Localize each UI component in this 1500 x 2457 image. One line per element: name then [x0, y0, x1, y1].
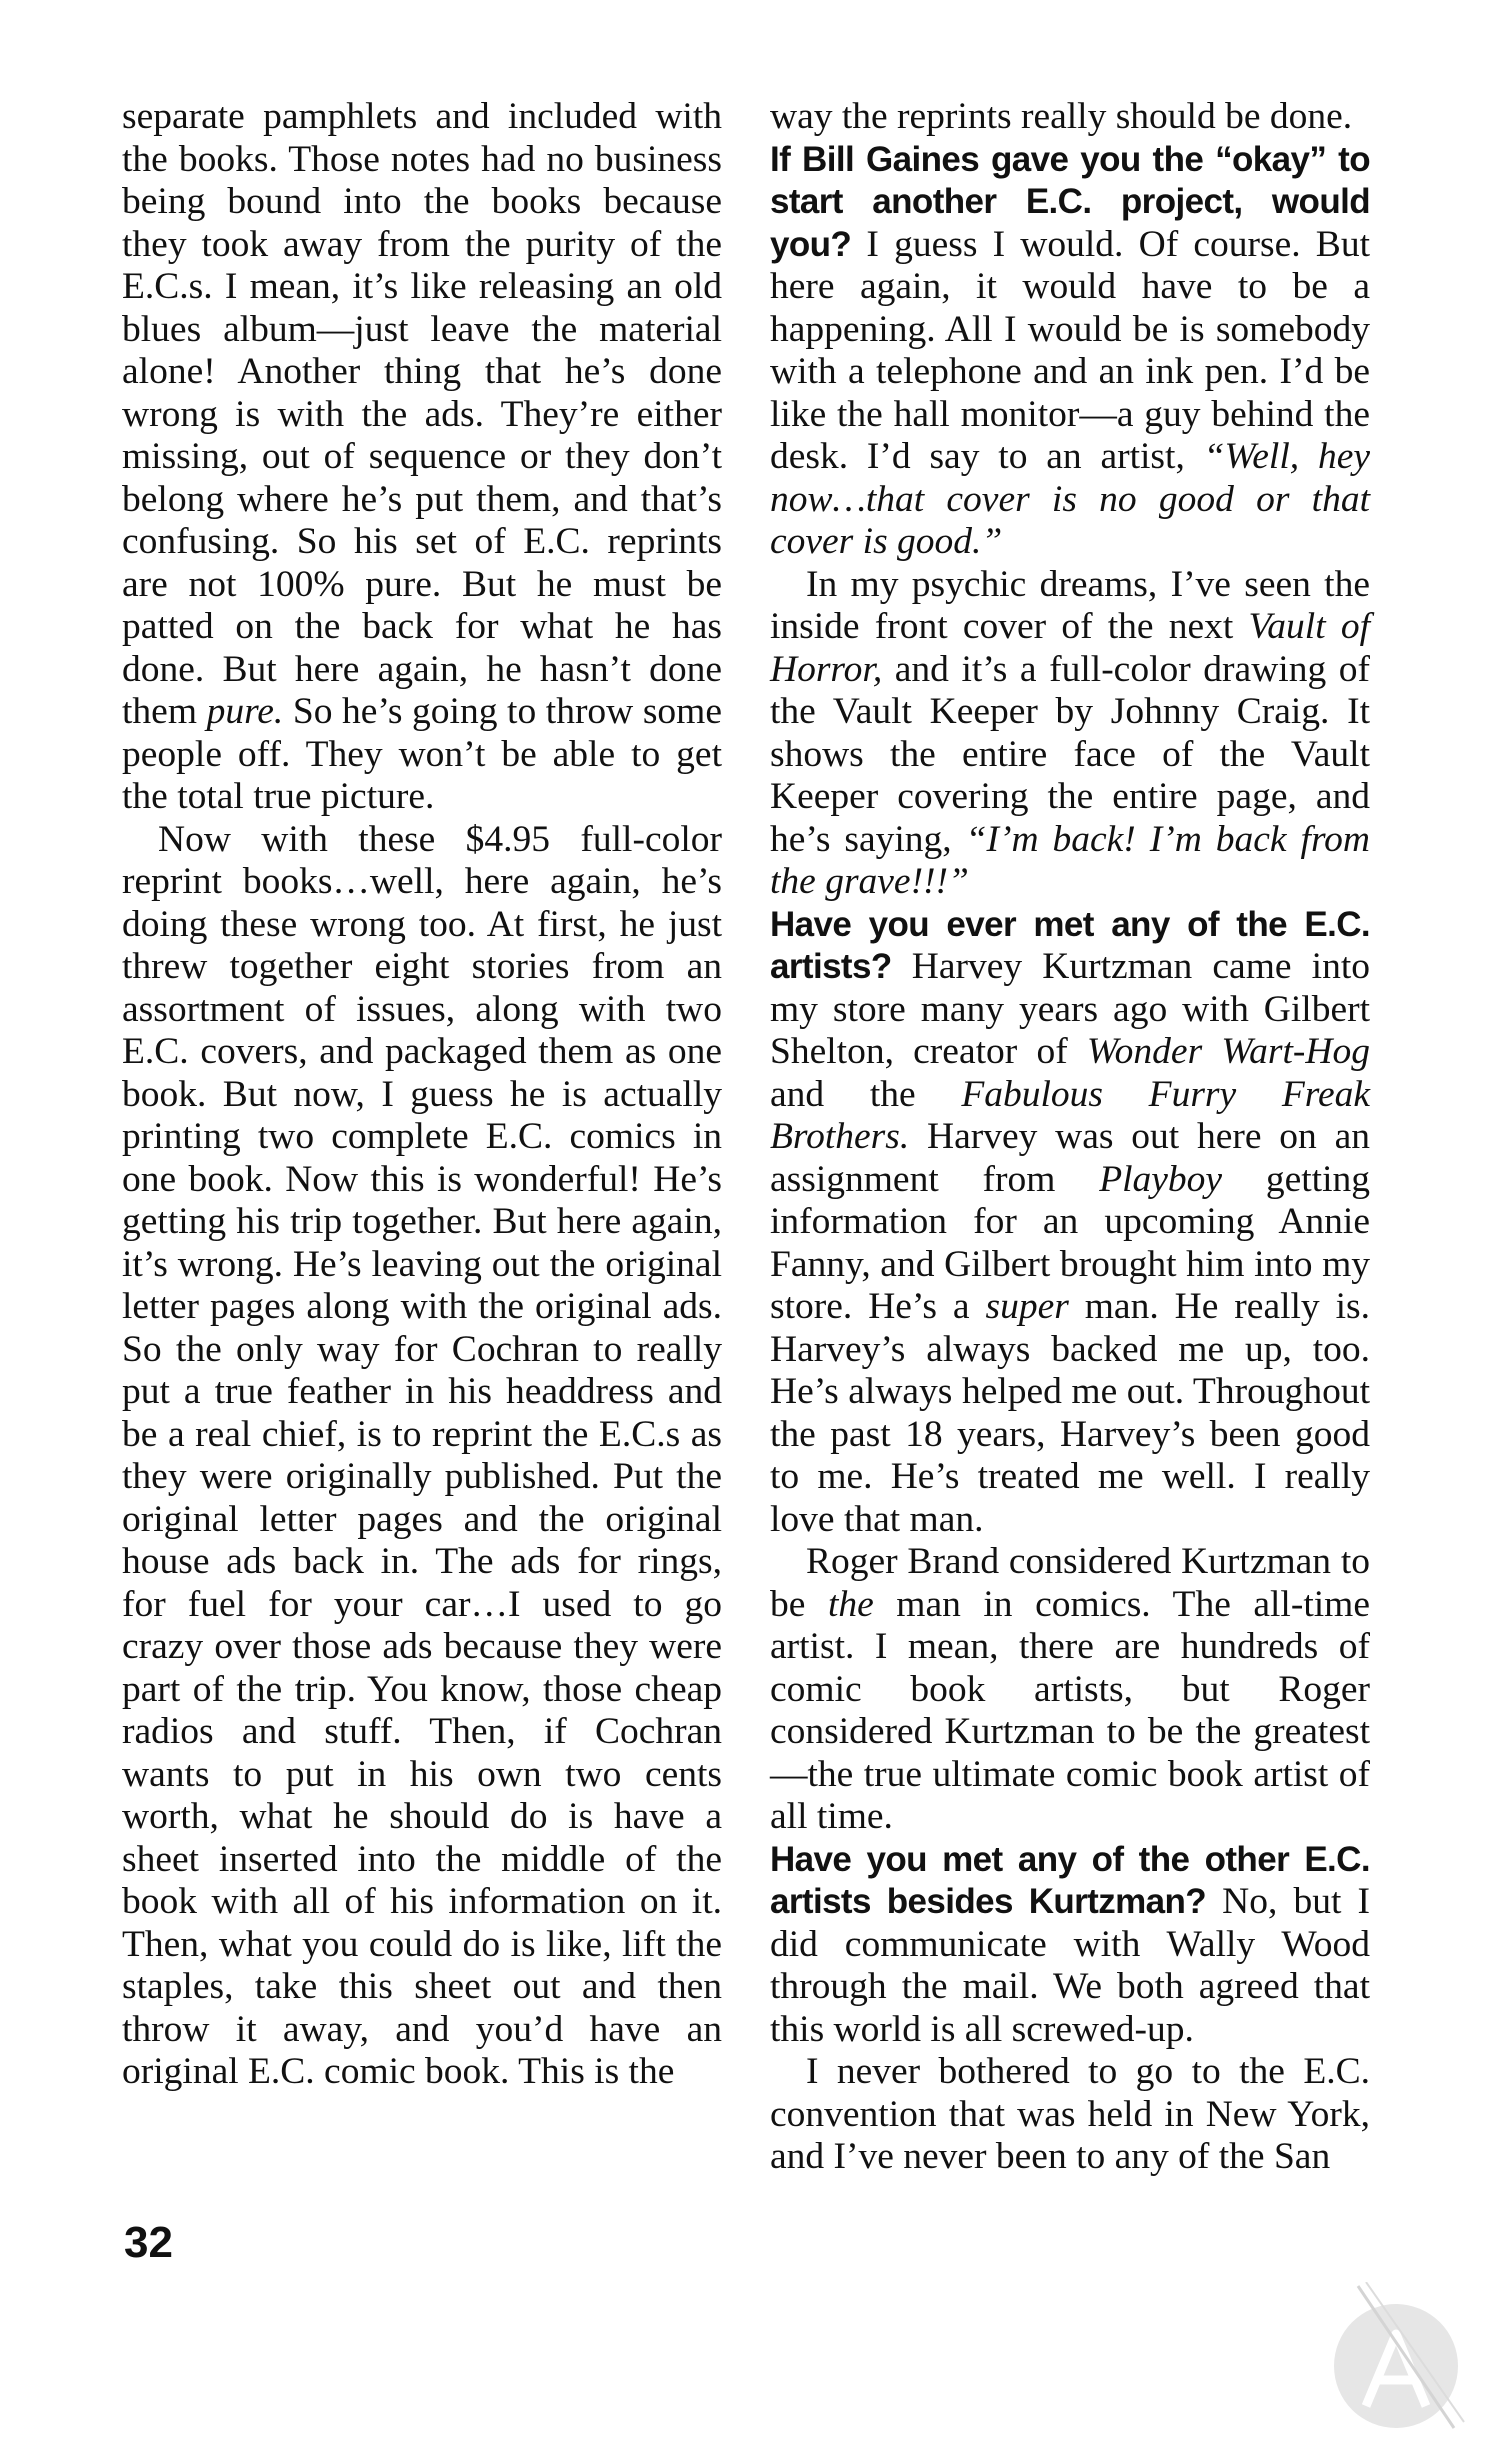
body-text: man in comics. The all-time artist. I mean, there are hundreds of comic book artists, but Roger considered Kurtzman to be the greatest—the true ultimate comic book artist of all time. [770, 1583, 1370, 1837]
body-text: man. He really is. Harvey’s always backed me up, too. He’s always helped me out. Throughout the past 18 years, Harvey’s been good to me. He’s treated me well. I really love that man. [770, 1286, 1371, 1540]
body-text: In my psychic dreams, I’ve seen the inside front cover of the next [770, 563, 1370, 647]
body-text: I never bothered to go to the E.C. convention that was held in New York, and I’ve never been to any of the San [770, 2051, 1370, 2177]
interview-question: Have you ever met any of the E.C. artists? [770, 904, 1370, 986]
indented-paragraph [770, 1541, 1370, 1839]
italic-text: “Well, hey now…that cover is no good or that cover is good.” [770, 436, 1371, 562]
body-text: No, but I did communicate with Wally Wood through the mail. We both agreed that this world is all screwed-up. [770, 1881, 1370, 2050]
italic-text: Vault of Horror, [770, 606, 1370, 690]
paragraph [770, 96, 1370, 139]
paragraph [770, 1839, 1370, 2052]
italic-text: “I’m back! I’m back from the grave!!!” [770, 818, 1370, 902]
indented-paragraph [122, 819, 722, 2094]
body-text: getting information for an upcoming Annie Fanny, and Gilbert brought him into my store. He’s a [770, 1158, 1370, 1327]
body-text: Harvey was out here on an assignment from [770, 1116, 1370, 1200]
italic-text: the [827, 1583, 874, 1625]
body-text: way the reprints really should be done. [770, 96, 1353, 137]
body-text: Now with these $4.95 full-color reprint books…well, here again, he’s doing these wrong too. At first, he just threw together eight stories from an assortment of issues, along with two E.C. covers, and packaged them as one book. But now, I guess he is actually printing two complete E.C. comics in one book. Now this is wonderful! He’s getting his trip together. But here again, it’s wrong. He’s leaving out the original letter pages along with the original ads. So the only way for Cochran to really put a true feather in his headdress and be a real chief, is to reprint the E.C.s as they were originally published. Put the original letter pages and the original house ads back in. The ads for rings, for fuel for your car…I used to go crazy over those ads because they were part of the trip. You know, those cheap radios and stuff. Then, if Cochran wants to put in his own two cents worth, what he should do is have a sheet inserted into the middle of the book with all of his information on it. Then, what you could do is like, lift the staples, take this sheet out and then throw it away, and you’d have an original E.C. comic book. This is the [122, 818, 722, 2092]
left-column [122, 96, 722, 2094]
italic-text: super [985, 1286, 1069, 1327]
body-text: I guess I would. Of course. But here again, it would have to be a happening. All I would be is somebody with a telephone and an ink pen. I’d be like the hall monitor—a guy behind the desk. I’d say to an artist, [770, 223, 1370, 477]
body-text: and the [770, 1073, 962, 1115]
body-text: Harvey Kurtzman came into my store many years ago with Gilbert Shelton, creator of [770, 946, 1370, 1072]
italic-text: pure. [206, 691, 284, 732]
page-number: 32 [124, 2218, 173, 2267]
right-column [770, 96, 1370, 2179]
watermark-circle [1334, 2304, 1458, 2428]
indented-paragraph [770, 2051, 1370, 2179]
paragraph [122, 96, 722, 819]
paragraph [770, 139, 1370, 564]
italic-text: Playboy [1099, 1158, 1223, 1200]
body-text: So he’s going to throw some people off. They won’t be able to get the total true picture. [122, 691, 722, 817]
body-text: and it’s a full-color drawing of the Vault Keeper by Johnny Craig. It shows the entire face of the Vault Keeper covering the entire page, and he’s saying, [770, 648, 1370, 860]
italic-text: Fabulous Furry Freak Brothers. [770, 1073, 1370, 1157]
paragraph [770, 904, 1370, 1542]
italic-text: Wonder Wart-Hog [1086, 1031, 1370, 1072]
body-text: Roger Brand considered Kurtzman to be [770, 1541, 1370, 1625]
publisher-logo-icon [1304, 2282, 1480, 2432]
indented-paragraph [770, 564, 1370, 904]
interview-question: If Bill Gaines gave you the “okay” to start another E.C. project, would you? [770, 139, 1370, 264]
interview-question: Have you met any of the other E.C. artists besides Kurtzman? [770, 1839, 1370, 1921]
body-text: separate pamphlets and included with the books. Those notes had no business being bound into the books because they took away from the purity of the E.C.s. I mean, it’s like releasing an old blues album—just leave the material alone! Another thing that he’s done wrong is with the ads. They’re either missing, out of sequence or they don’t belong where he’s put them, and that’s confusing. So his set of E.C. reprints are not 100% pure. But he must be patted on the back for what he has done. But here again, he hasn’t done them [122, 96, 722, 732]
